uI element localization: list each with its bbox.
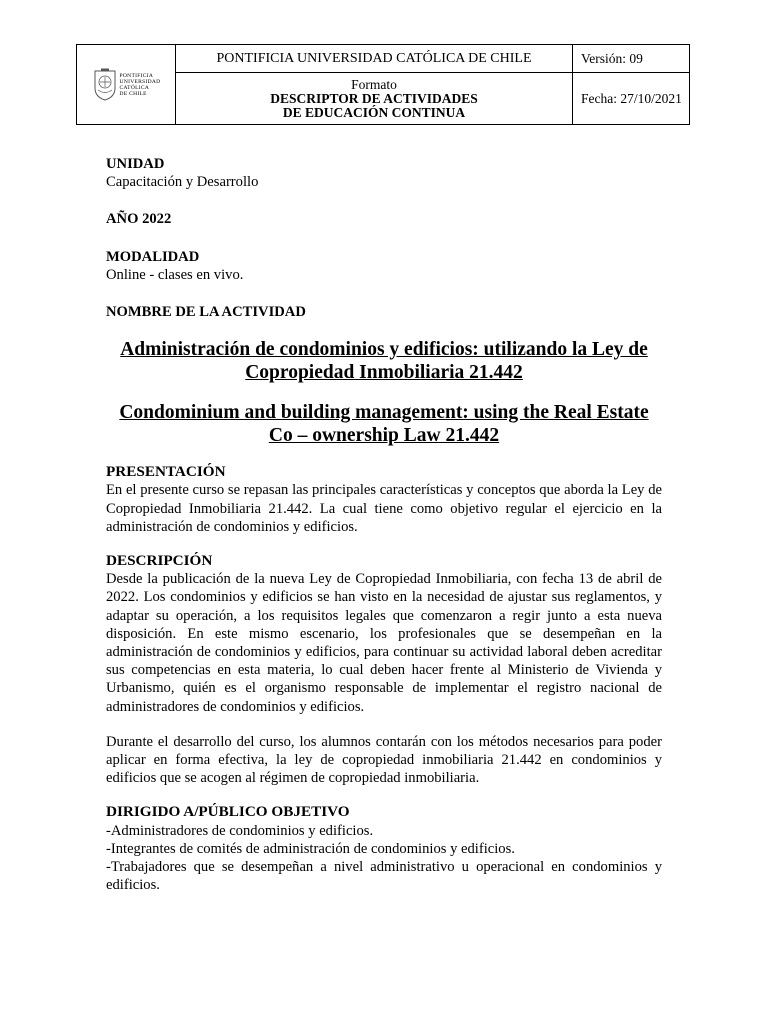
descripcion-paragraph-1: Desde la publicación de la nueva Ley de Copropiedad Inmobiliaria, con fecha 13 de abril de 2022. Los condominios y edificios se han visto en la necesidad de ajustar sus reglamentos, y adaptar su operación, a los requisitos legales que comenzaron a regir junto a esta nueva disposición. En este mismo escenario, los profesionales que se desempeñan en la administración de condominios y edificios, para continuar su actividad laboral deben acreditar sus competencias en esta materia, lo cual deben hacer frente al Ministerio de Vivienda y Urbanismo, quién es el organismo responsable de implementar el registro nacional de administradores de condominios y edificios.: [106, 571, 662, 715]
format-title-cell: [176, 73, 573, 125]
title-english-line-1: Condominium and building management: using the Real Estate: [119, 402, 649, 424]
unidad-label: UNIDAD: [106, 156, 165, 172]
audience-item: -Trabajadores que se desempeñan a nivel administrativo u operacional en condominios y edificios.: [106, 859, 662, 894]
university-seal-icon: [92, 68, 118, 102]
logo-wordmark: PONTIFICIA UNIVERSIDAD CATÓLICA DE CHILE: [119, 72, 161, 97]
descripcion-heading: DESCRIPCIÓN: [106, 552, 213, 570]
modalidad-label: MODALIDAD: [106, 248, 200, 265]
dirigido-heading: DIRIGIDO A/PÚBLICO OBJETIVO: [106, 803, 350, 821]
presentacion-text: En el presente curso se repasan las principales características y conceptos que aborda la Ley de Copropiedad Inmobiliaria 21.442. La cual tiene como objetivo regular el ejercicio en la administración de condominios y edificios.: [106, 482, 662, 535]
title-spanish: [106, 338, 662, 384]
university-name: PONTIFICIA UNIVERSIDAD CATÓLICA DE CHILE: [216, 50, 532, 66]
university-logo: [77, 68, 175, 102]
document-header: [76, 44, 690, 125]
descripcion-paragraph-2: Durante el desarrollo del curso, los alumnos contarán con los métodos necesarios para poder aplicar en forma efectiva, la ley de copropiedad inmobiliaria 21.442 en condominios y edificios que se acogen al régimen de copropiedad inmobiliaria.: [106, 733, 662, 787]
title-english-line-2: Co – ownership Law 21.442: [268, 425, 500, 447]
date-cell: [573, 73, 690, 125]
version-label: Versión: 09: [581, 50, 643, 66]
date-label: Fecha: 27/10/2021: [581, 90, 682, 106]
audience-item: -Integrantes de comités de administración de condominios y edificios.: [106, 840, 515, 857]
document-body: [106, 155, 662, 894]
presentacion-heading: PRESENTACIÓN: [106, 463, 226, 481]
anio-label: AÑO 2022: [106, 211, 172, 228]
format-label: Formato: [351, 76, 397, 92]
logo-cell: [77, 45, 176, 125]
doc-title-line-2: DE EDUCACIÓN CONTINUA: [282, 104, 466, 120]
unidad-value: Capacitación y Desarrollo: [106, 174, 259, 191]
university-name-cell: [176, 45, 573, 73]
doc-title-line-1: DESCRIPTOR DE ACTIVIDADES: [270, 90, 478, 106]
nombre-label: NOMBRE DE LA ACTIVIDAD: [106, 304, 306, 321]
title-spanish-line-2: Copropiedad Inmobiliaria 21.442: [245, 362, 523, 384]
modalidad-value: Online - clases en vivo.: [106, 266, 244, 283]
audience-item: -Administradores de condominios y edificios.: [106, 822, 374, 839]
title-spanish-line-1: Administración de condominios y edificios: utilizando la Ley de: [120, 339, 648, 361]
title-english: [106, 401, 662, 447]
version-cell: [573, 45, 690, 73]
